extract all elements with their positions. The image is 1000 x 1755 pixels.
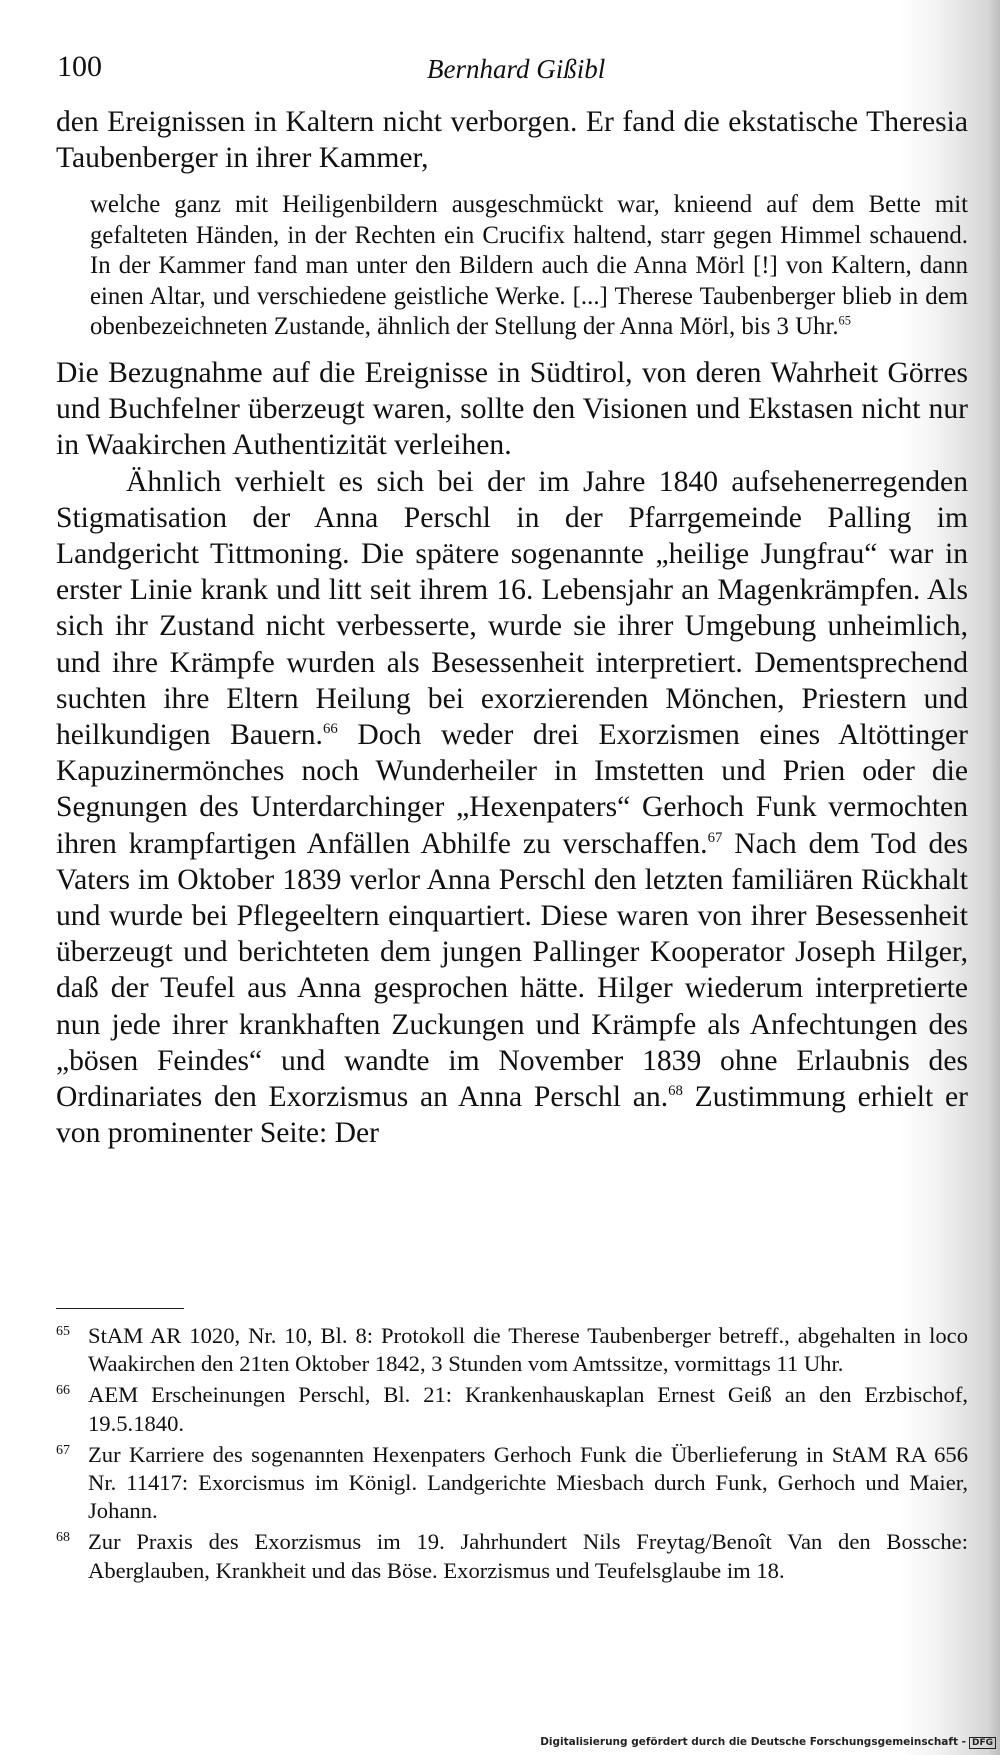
paragraph-3-part-b: Doch weder drei Exorzismen eines Altöttinger Kapuzinermönches noch Wunderheiler in Imstetten und Prien oder die Segnungen des Unterdarchinger „Hexenpaters“ Gerhoch Funk vermochten ihren krampfartigen Anfällen Abhilfe zu verschaffen. [56,718,968,860]
footnote-text: StAM AR 1020, Nr. 10, Bl. 8: Protokoll die Therese Taubenberger betreff., abgehalten in loco Waakirchen den 21ten Oktober 1842, 3 Stunden vom Amtssitze, vormittags 11 Uhr. [88,1323,968,1377]
book-spine-shadow [986,0,1000,1755]
footnote-66 [56,1381,968,1437]
footnotes [56,1322,968,1588]
digitization-credit [540,1736,996,1749]
footnote-number: 66 [56,1383,70,1399]
credit-text: Digitalisierung gefördert durch die Deutsche Forschungsgemeinschaft - [540,1736,966,1748]
running-title: Bernhard Gißibl [427,54,606,84]
footnote-67 [56,1441,968,1526]
page-header [57,50,969,90]
main-text [56,104,968,1151]
quote-text: welche ganz mit Heiligenbildern ausgeschmückt war, knieend auf dem Bette mit gefalteten Händen, in der Rechten ein Crucifix haltend, starr gegen Himmel schauend. In der Kammer fand man unter den Bildern auch die Anna Mörl [!] von Kaltern, dann einen Altar, und verschiedene geistliche Werke. [...] Therese Taubenberger blieb in dem obenbezeichneten Zustande, ähnlich der Stellung der Anna Mörl, bis 3 Uhr. [90,191,968,341]
footnote-65 [56,1322,968,1378]
footnote-ref-68[interactable]: 68 [668,1083,683,1100]
footnote-ref-67[interactable]: 67 [707,829,723,846]
paragraph-3-part-d: Zustimmung erhielt er von prominenter Seite: Der [56,1080,968,1150]
footnote-number: 65 [56,1324,70,1339]
footnote-68 [56,1528,968,1584]
paragraph-2: Die Bezugnahme auf die Ereignisse in Südtirol, von deren Wahrheit Görres und Buchfelner überzeugt waren, sollte den Visionen und Ekstasen nicht nur in Waakirchen Authentizität verleihen. [56,356,968,462]
footnote-text: Zur Praxis des Exorzismus im 19. Jahrhundert Nils Freytag/Benoît Van den Bossche: Aberglauben, Krankheit und das Böse. Exorzismus und Teufelsglaube im 18. [88,1529,968,1583]
paragraph-3 [56,464,968,1152]
footnote-divider [56,1308,184,1309]
footnote-text: Zur Karriere des sogenannten Hexenpaters Gerhoch Funk die Überlieferung in StAM RA 656 Nr. 11417: Exorcismus im Königl. Landgerichte Miesbach durch Funk, Gerhoch und Maier, Johann. [88,1441,968,1524]
footnote-ref-65[interactable]: 65 [838,314,851,329]
footnote-number: 68 [56,1530,70,1546]
footnote-text: AEM Erscheinungen Perschl, Bl. 21: Krankenhauskaplan Ernest Geiß an den Erzbischof, 19.5.1840. [88,1382,968,1436]
paragraph-3-part-c: Nach dem Tod des Vaters im Oktober 1839 verlor Anna Perschl den letzten familiären Rückhalt und wurde bei Pflegeeltern einquartiert. Diese waren von ihrer Besessenheit überzeugt und berichteten dem jungen Pallinger Kooperator Joseph Hilger, daß der Teufel aus Anna gesprochen hätte. Hilger wiederum interpretierte nun jede ihrer krankhaften Zuckungen und Krämpfe als Anfechtungen des „bösen Feindes“ und wandte im November 1839 ohne Erlaubnis des Ordinariates den Exorzismus an Anna Perschl an. [56,827,968,1113]
page-number: 100 [57,50,102,83]
paragraph-3-part-a: Ähnlich verhielt es sich bei der im Jahre 1840 aufsehenerregenden Stigmatisation der Anna Perschl in der Pfarrgemeinde Palling im Landgericht Tittmoning. Die spätere sogenannte „heilige Jungfrau“ war in erster Linie krank und litt seit ihrem 16. Lebensjahr an Magenkrämpfen. Als sich ihr Zustand nicht verbesserte, wurde sie ihrer Umgebung unheimlich, und ihre Krämpfe wurden als Besessenheit interpretiert. Dementsprechend suchten ihre Eltern Heilung bei exorzierenden Mönchen, Priestern und heilkundigen Bauern. [56,465,968,751]
footnote-ref-66[interactable]: 66 [322,721,338,738]
dfg-logo-icon: DFG [969,1737,996,1749]
footnote-number: 67 [56,1442,70,1458]
block-quote [90,190,968,343]
paragraph-1: den Ereignissen in Kaltern nicht verborgen. Er fand die ekstatische Theresia Taubenberger in ihrer Kammer, [56,106,968,175]
